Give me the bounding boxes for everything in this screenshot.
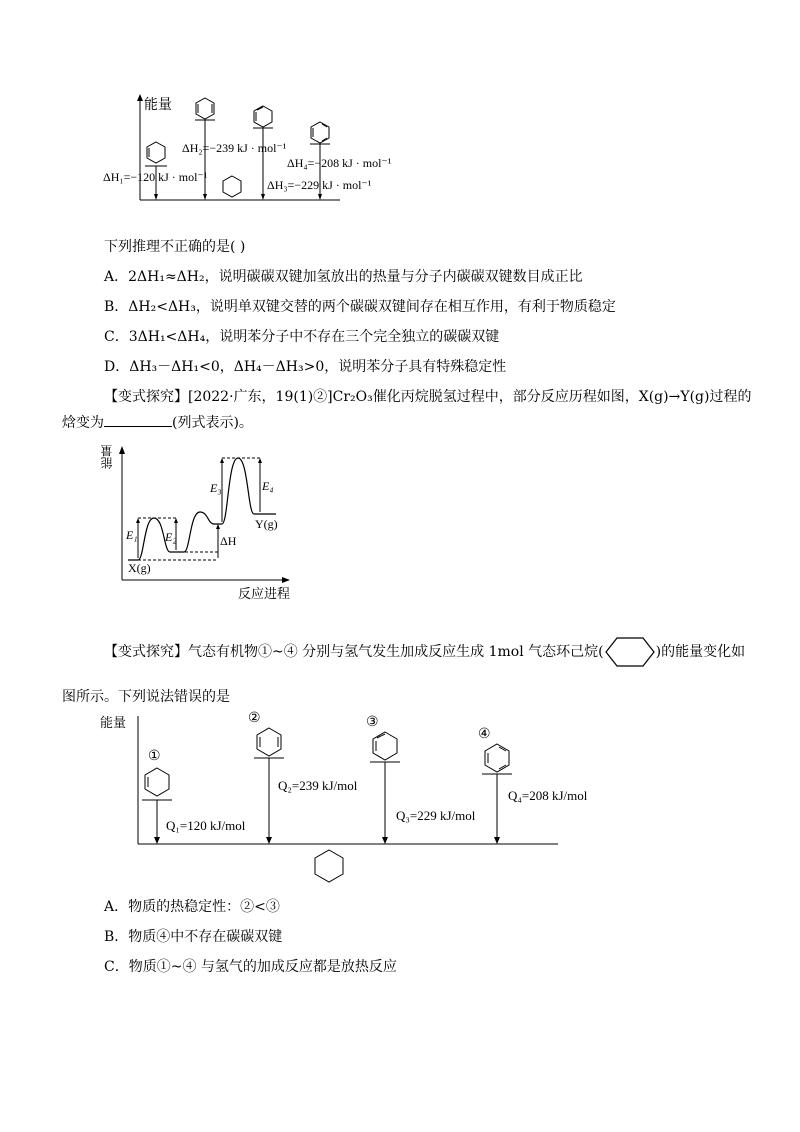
q2-suffix: (列式表示)。 xyxy=(172,415,253,431)
cyclohexadiene-conjugated-icon xyxy=(254,106,272,127)
label-1: ① xyxy=(148,749,161,764)
cyclohexane-icon xyxy=(315,850,343,882)
label-4: ④ xyxy=(478,727,491,742)
fig1-ylabel: 能量 xyxy=(144,98,172,113)
variant-question-2-line2 xyxy=(62,412,253,432)
option-b: B．ΔH₂<ΔH₃，说明单双键交替的两个碳碳双键间存在相互作用，有利于物质稳定 xyxy=(104,299,616,315)
fig2-e4: E₄ xyxy=(262,479,274,493)
option-d: D．ΔH₃－ΔH₁<0，ΔH₄－ΔH₃>0，说明苯分子具有特殊稳定性 xyxy=(104,359,507,375)
fig2-e1: E₁ xyxy=(126,528,138,542)
variant-question-2-line1: 【变式探究】[2022·广东，19(1)②]Cr₂O₃催化丙烷脱氢过程中，部分反应历程如图，X(g)→Y(g)过程的 xyxy=(104,389,752,405)
fig1-dh2: ΔH₂=−239 kJ · mol⁻¹ xyxy=(182,141,287,155)
cyclohexadiene-conjugated-icon xyxy=(373,732,397,760)
question-stem: 下列推理不正确的是( ) xyxy=(104,239,246,255)
q2-prefix: 焓变为 xyxy=(62,415,104,431)
cyclohexene-icon xyxy=(147,142,165,163)
fig3-ylabel: 能量 xyxy=(100,715,127,730)
cyclohexadiene-icon xyxy=(196,98,214,119)
q3-suffix: )的能量变化如 xyxy=(655,644,746,660)
fig1-dh1: ΔH₁=−120 kJ · mol⁻¹ xyxy=(103,170,208,184)
variant-question-3-line1 xyxy=(104,636,745,668)
energy-diagram-3 xyxy=(130,712,570,884)
label-3: ③ xyxy=(366,715,379,730)
fig3-q4: Q₄=208 kJ/mol xyxy=(508,788,588,803)
benzene-icon xyxy=(311,122,329,143)
option-b-q3: B．物质④中不存在碳碳双键 xyxy=(104,929,283,945)
cyclohexene-icon xyxy=(145,768,169,796)
benzene-icon xyxy=(485,744,509,772)
reaction-profile-diagram xyxy=(110,440,310,600)
cyclohexadiene-icon xyxy=(257,728,281,756)
cyclohexane-icon xyxy=(223,176,241,197)
fig2-e3: E₃ xyxy=(210,481,222,495)
label-2: ② xyxy=(248,711,261,726)
option-c: C．3ΔH₁<ΔH₄，说明苯分子中不存在三个完全独立的碳碳双键 xyxy=(104,329,500,345)
cyclohexane-inline-icon xyxy=(604,636,656,668)
fig3-q2: Q₂=239 kJ/mol xyxy=(278,778,358,793)
fig2-ylabel: 能量 xyxy=(100,445,114,469)
q3-prefix: 【变式探究】气态有机物①~④ 分别与氢气发生加成反应生成 1mol 气态环己烷( xyxy=(104,644,604,660)
option-a: A．2ΔH₁≈ΔH₂，说明碳碳双键加氢放出的热量与分子内碳碳双键数目成正比 xyxy=(104,269,583,285)
fig2-e2: E₂ xyxy=(165,530,177,544)
fig3-q3: Q₃=229 kJ/mol xyxy=(396,808,476,823)
fig1-dh4: ΔH₄=−208 kJ · mol⁻¹ xyxy=(287,156,392,170)
answer-blank[interactable] xyxy=(104,414,172,427)
fig2-y: Y(g) xyxy=(255,517,278,531)
option-c-q3: C．物质①~④ 与氢气的加成反应都是放热反应 xyxy=(104,959,397,975)
variant-question-3-line2: 图所示。下列说法错误的是 xyxy=(62,689,230,705)
fig1-dh3: ΔH₃=−229 kJ · mol⁻¹ xyxy=(267,178,372,192)
fig2-x: X(g) xyxy=(128,561,151,575)
fig2-xlabel: 反应进程 xyxy=(238,586,291,601)
fig3-q1: Q₁=120 kJ/mol xyxy=(166,818,246,833)
option-a-q3: A．物质的热稳定性：②<③ xyxy=(104,899,280,915)
fig2-dh: ΔH xyxy=(220,534,237,548)
